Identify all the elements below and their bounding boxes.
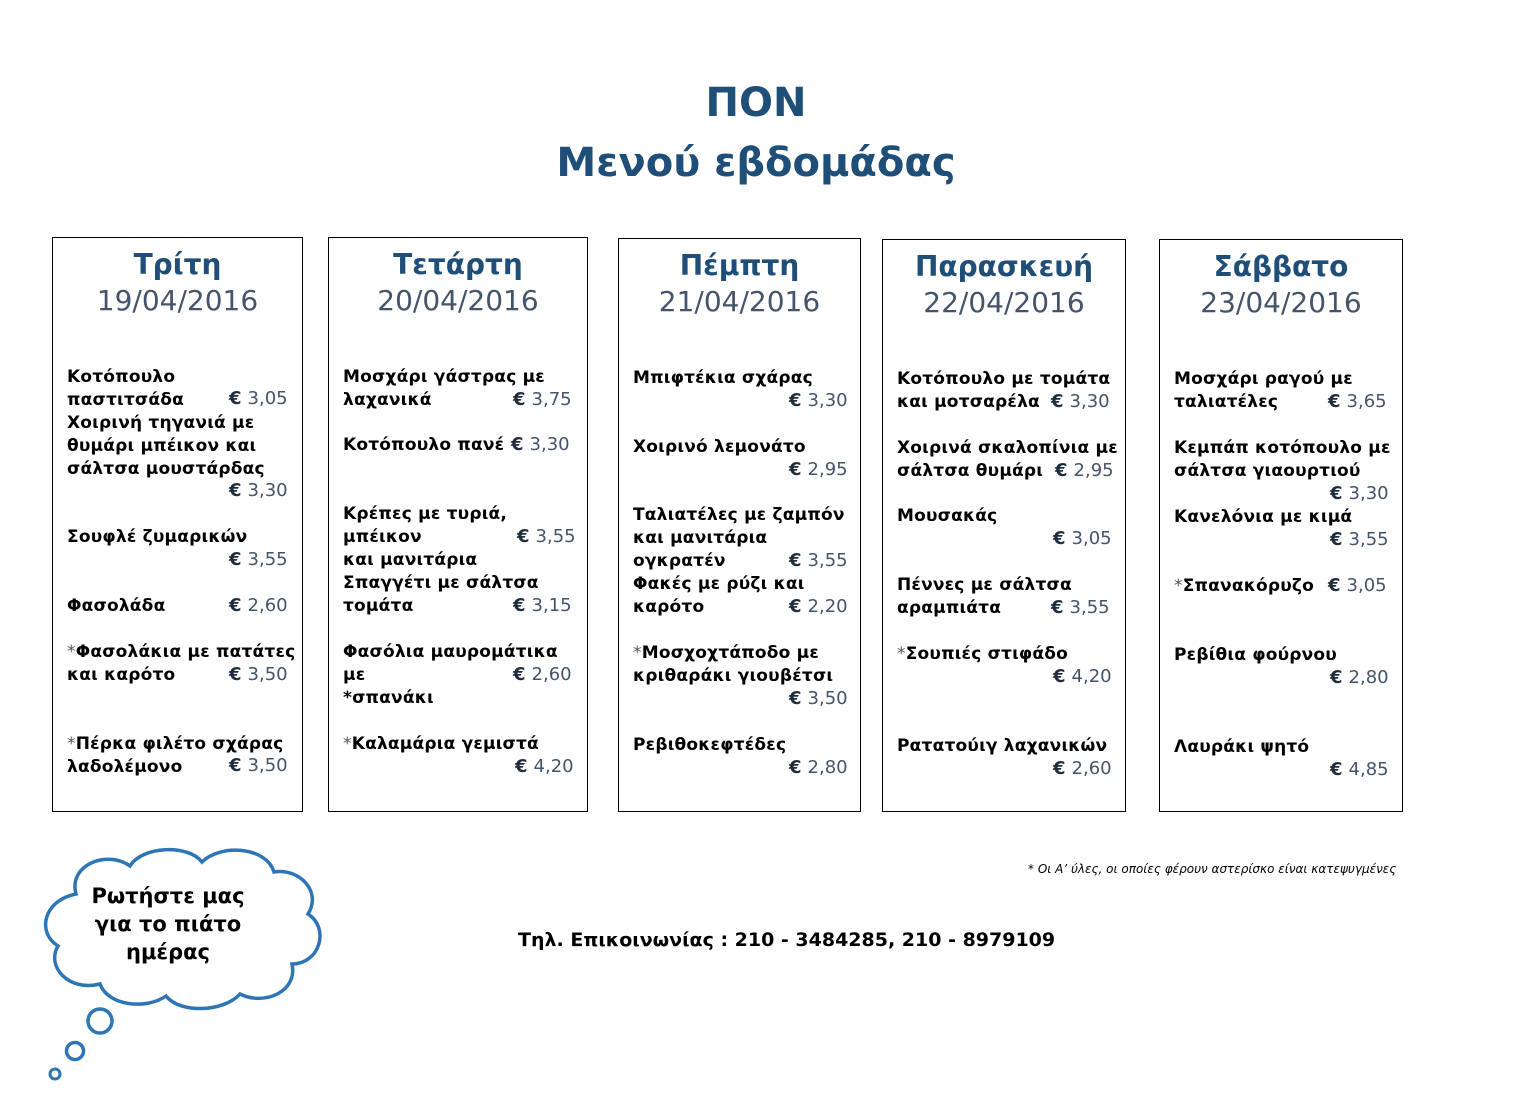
menu-item: Χοιρινό λεμονάτο (633, 437, 806, 457)
menu-item-price: € 3,30 (1330, 483, 1389, 504)
menu-item: Κοτόπουλο παστιτσάδα (67, 367, 184, 410)
menu-item-price: € 3,05 (229, 388, 288, 409)
menu-item: Μουσακάς (897, 506, 998, 526)
menu-item-price: € 3,55 (1051, 597, 1110, 618)
menu-item: Πέννες με σάλτσα αραμπιάτα (897, 575, 1072, 618)
menu-item-price: € 2,20 (789, 596, 848, 617)
day-date: 23/04/2016 (1200, 286, 1362, 319)
menu-item: *Καλαμάρια γεμιστά (343, 734, 539, 754)
menu-item-price: € 3,30 (789, 390, 848, 411)
menu-item: Ρεβίθια φούρνου (1174, 645, 1337, 665)
cloud-message (80, 882, 256, 966)
menu-item-price: € 3,55 (789, 550, 848, 571)
day-name: Τετάρτη (393, 248, 523, 281)
day-date: 21/04/2016 (658, 285, 821, 318)
menu-item-price: € 2,80 (1330, 667, 1389, 688)
menu-item: Κοτόπουλο πανέ (343, 435, 505, 455)
day-column-friday (882, 239, 1126, 812)
menu-item-price: € 3,55 (1330, 529, 1389, 550)
menu-item: Φασόλια μαυρομάτικα με *σπανάκι (343, 642, 558, 708)
menu-item: Ρατατούιγ λαχανικών (897, 736, 1108, 756)
menu-item-price: € 3,50 (229, 755, 288, 776)
cloud-line: για το πιάτο (94, 912, 242, 936)
menu-item: Μοσχάρι ραγού με ταλιατέλες (1174, 369, 1353, 412)
menu-item-price: € 3,15 (513, 595, 572, 616)
menu-item-price: € 2,95 (1055, 460, 1114, 481)
menu-item: Ρεβιθοκεφτέδες (633, 735, 787, 755)
menu-item-price: € 2,80 (789, 757, 848, 778)
frozen-ingredients-note: * Οι Α’ ύλες, οι οποίες φέρουν αστερίσκο είναι κατεψυγμένες (1028, 862, 1397, 876)
day-column-wednesday (328, 237, 588, 812)
menu-item: *Μοσχοχτάποδο με κριθαράκι γιουβέτσι (633, 643, 834, 686)
contact-phone: Τηλ. Επικοινωνίας : 210 - 3484285, 210 - 8979109 (518, 929, 1056, 951)
menu-item: Κανελόνια με κιμά (1174, 507, 1353, 527)
menu-item-price: € 2,60 (229, 595, 288, 616)
menu-item: Σπαγγέτι με σάλτσα τομάτα (343, 573, 539, 616)
menu-item-price: € 4,20 (515, 756, 574, 777)
menu-item: Μοσχάρι γάστρας με λαχανικά (343, 367, 545, 410)
menu-item: Κεμπάπ κοτόπουλο με σάλτσα γιαουρτιού (1174, 438, 1391, 481)
menu-subtitle: Μενού εβδομάδας (556, 140, 956, 186)
menu-item-price: € 4,20 (1053, 666, 1112, 687)
menu-item: *Σπανακόρυζο (1174, 576, 1315, 596)
day-column-tuesday (52, 237, 303, 812)
menu-item: *Πέρκα φιλέτο σχάρας λαδολέμονο (67, 734, 284, 777)
menu-item-price: € 3,50 (229, 664, 288, 685)
day-date: 22/04/2016 (923, 286, 1085, 319)
menu-item-price: € 3,30 (229, 480, 288, 501)
menu-item: Χοιρινή τηγανιά με θυμάρι μπέικον και σάλτσα μουστάρδας (67, 413, 265, 479)
day-name: Τρίτη (133, 248, 222, 281)
menu-item: Φακές με ρύζι και καρότο (633, 574, 805, 617)
menu-item: Κρέπες με τυριά, μπέικον και μανιτάρια (343, 504, 508, 570)
day-name: Παρασκευή (914, 250, 1094, 283)
menu-item: Φασολάδα (67, 596, 166, 616)
menu-item: Κοτόπουλο με τομάτα και μοτσαρέλα (897, 369, 1111, 412)
menu-item-price: € 3,30 (511, 434, 570, 455)
menu-item-price: € 3,55 (229, 549, 288, 570)
menu-title: ΠΟΝ (705, 80, 807, 126)
menu-item: Χοιρινά σκαλοπίνια με σάλτσα θυμάρι (897, 438, 1118, 481)
menu-item-price: € 3,65 (1328, 391, 1387, 412)
day-column-thursday (618, 238, 861, 812)
day-date: 19/04/2016 (96, 284, 259, 317)
menu-item-price: € 2,95 (789, 459, 848, 480)
menu-item: *Φασολάκια με πατάτες και καρότο (67, 642, 296, 685)
menu-item-price: € 2,60 (1053, 758, 1112, 779)
menu-item: Μπιφτέκια σχάρας (633, 368, 813, 388)
day-column-saturday (1159, 239, 1403, 812)
menu-item: Ταλιατέλες με ζαμπόν και μανιτάρια ογκρατέν (633, 505, 845, 571)
menu-item: Σουφλέ ζυμαρικών (67, 527, 248, 547)
day-name: Σάββατο (1213, 250, 1349, 283)
menu-item-price: € 3,30 (1051, 391, 1110, 412)
menu-item-price: € 3,55 (517, 526, 576, 547)
menu-item: *Σουπιές στιφάδο (897, 644, 1069, 664)
day-date: 20/04/2016 (377, 284, 539, 317)
menu-item-price: € 3,50 (789, 688, 848, 709)
menu-item-price: € 3,75 (513, 389, 572, 410)
cloud-line: ημέρας (126, 940, 210, 964)
day-name: Πέμπτη (679, 249, 800, 282)
menu-item-price: € 3,05 (1053, 528, 1112, 549)
cloud-line: Ρωτήστε μας (91, 884, 245, 908)
menu-item-price: € 3,05 (1328, 575, 1387, 596)
menu-item-price: € 4,85 (1330, 759, 1389, 780)
menu-item: Λαυράκι ψητό (1174, 737, 1310, 757)
menu-item-price: € 2,60 (513, 664, 572, 685)
